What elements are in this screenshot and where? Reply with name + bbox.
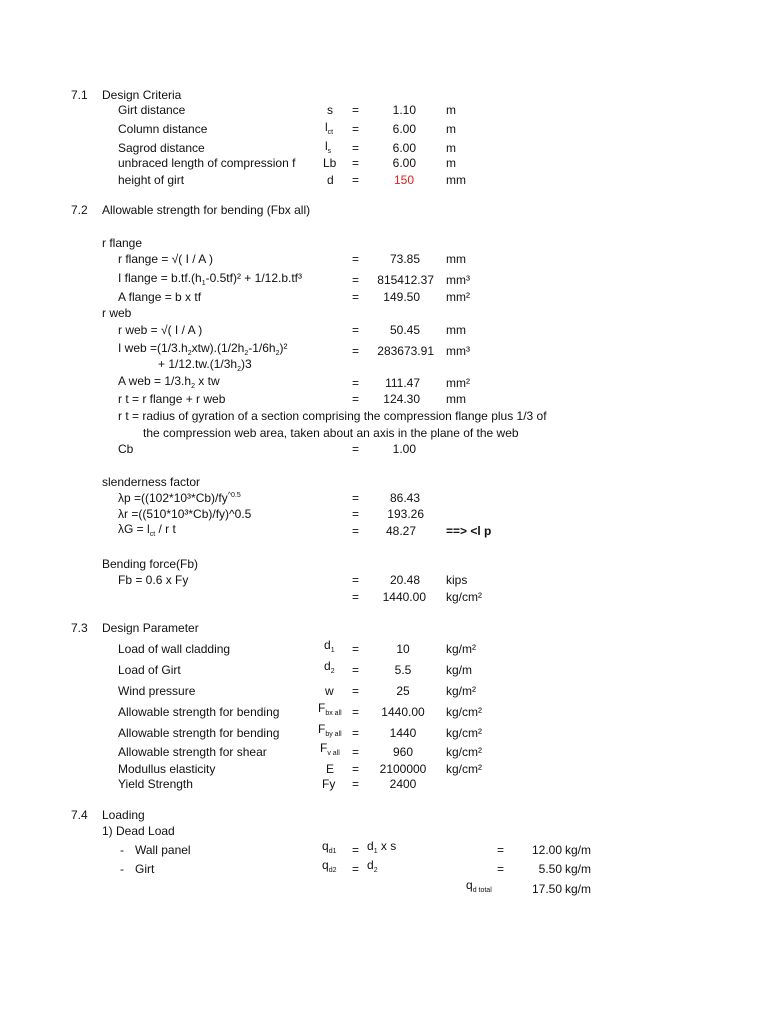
- total-load-symbol: $q_{d total}$: [466, 878, 492, 894]
- criteria-symbol: Lb: [323, 156, 337, 170]
- load-expression: $d_1$ x s: [367, 839, 397, 855]
- unit-r-flange: mm: [446, 252, 466, 266]
- subheading-dead-load: 1) Dead Load: [102, 824, 175, 838]
- value-a-web: 111.47: [385, 376, 420, 390]
- equals-sign: =: [352, 590, 360, 604]
- formula-a-flange: A flange = b x tf: [118, 290, 202, 304]
- criteria-value: 6.00: [392, 156, 416, 170]
- total-load-unit: kg/m: [565, 882, 592, 896]
- formula-r-web: r web = √( I / A ): [118, 323, 203, 337]
- girt-height-value: 150: [393, 173, 414, 187]
- equals-sign: =: [352, 273, 360, 287]
- unit-r-t: mm: [446, 392, 466, 406]
- load-symbol: $q_{d2}$: [322, 858, 337, 874]
- equals-sign: =: [352, 745, 360, 759]
- equals-sign: =: [352, 392, 360, 406]
- param-symbol: $F_{by all}$: [318, 722, 342, 738]
- unit-i-web: mm³: [446, 344, 470, 358]
- param-label: Wind pressure: [118, 684, 196, 698]
- equals-sign: =: [352, 491, 360, 505]
- total-load-value: 17.50: [531, 882, 562, 896]
- value-cb: 1.00: [392, 442, 416, 456]
- value-i-flange: 815412.37: [377, 273, 434, 287]
- formula-lambda-g: $\lambda G = l_{ct} / r$ t: [118, 522, 176, 538]
- subheading-r-flange: r flange: [102, 236, 143, 250]
- section-title: Loading: [102, 808, 145, 822]
- equals-sign: =: [352, 705, 360, 719]
- equals-sign: =: [352, 290, 360, 304]
- equals-sign: =: [352, 762, 360, 776]
- criteria-unit: m: [446, 103, 456, 117]
- param-value: 2400: [389, 777, 417, 791]
- list-dash: -: [120, 862, 124, 876]
- section-title: Allowable strength for bending (Fbx all): [102, 203, 311, 217]
- param-value: 1440: [389, 726, 417, 740]
- criteria-symbol: s: [327, 103, 333, 117]
- value-i-web: 283673.91: [377, 344, 434, 358]
- param-unit: kg/m²: [446, 642, 476, 656]
- criteria-label: Column distance: [118, 122, 208, 136]
- unit-fb-kgcm2: kg/cm²: [446, 590, 482, 604]
- load-expression: $d_2$: [367, 858, 378, 874]
- criteria-label: Girt distance: [118, 103, 186, 117]
- equals-sign: =: [352, 323, 360, 337]
- value-fb-kgcm2: 1440.00: [382, 590, 426, 604]
- criteria-value: 6.00: [392, 122, 416, 136]
- formula-lambda-r: λr =((510*10³*Cb)/fy)^0.5: [118, 507, 252, 521]
- criteria-unit: mm: [446, 173, 466, 187]
- load-symbol: $q_{d1}$: [322, 839, 337, 855]
- load-label: Girt: [135, 862, 155, 876]
- param-label: Load of wall cladding: [118, 642, 231, 656]
- param-label: Allowable strength for bending: [118, 705, 280, 719]
- unit-r-web: mm: [446, 323, 466, 337]
- param-value: 5.5: [394, 663, 412, 677]
- equals-sign: =: [352, 663, 360, 677]
- value-fb-kips: 20.48: [389, 573, 420, 587]
- note-lambda-g: ==> <l p: [446, 524, 492, 538]
- param-value: 25: [396, 684, 410, 698]
- unit-a-web: mm²: [446, 376, 470, 390]
- param-label: Yield Strength: [118, 777, 193, 791]
- param-symbol: $d_1$: [324, 638, 335, 654]
- formula-r-flange: r flange = √( I / A ): [118, 252, 213, 266]
- value-lambda-r: 193.26: [387, 507, 424, 521]
- criteria-label: Sagrod distance: [118, 141, 205, 155]
- equals-sign: =: [352, 376, 360, 390]
- equals-sign: =: [352, 507, 360, 521]
- equals-sign: =: [352, 684, 360, 698]
- formula-fb: Fb = 0.6 x Fy: [118, 573, 189, 587]
- value-lambda-g: 48.27: [385, 524, 416, 538]
- unit-a-flange: mm²: [446, 290, 470, 304]
- equals-sign: =: [352, 524, 360, 538]
- param-symbol: $d_2$: [324, 659, 335, 675]
- param-label: Allowable strength for shear: [118, 745, 267, 759]
- param-unit: kg/cm²: [446, 726, 482, 740]
- param-symbol: E: [326, 762, 335, 776]
- param-unit: kg/m: [446, 663, 473, 677]
- criteria-label: height of girt: [118, 173, 185, 187]
- value-r-t: 124.30: [383, 392, 420, 406]
- load-value: 12.00: [531, 843, 562, 857]
- section-number: 7.1: [71, 88, 88, 102]
- equals-sign: =: [352, 573, 360, 587]
- criteria-unit: m: [446, 122, 456, 136]
- unit-fb-kips: kips: [446, 573, 468, 587]
- note-r-t-line1: r t = radius of gyration of a section comprising the compression flange plus 1/3 of: [118, 409, 547, 423]
- section-number: 7.4: [71, 808, 88, 822]
- formula-a-web: A web = $1/3.h_2$ x tw: [118, 374, 220, 390]
- criteria-value: 6.00: [392, 141, 416, 155]
- formula-i-flange: I flange = $b.tf.(h_1-0.5tf)^2 + 1/12.b.tf^3$: [118, 271, 302, 287]
- section-title: Design Parameter: [102, 621, 199, 635]
- equals-sign: =: [352, 141, 360, 155]
- equals-sign: =: [352, 642, 360, 656]
- param-symbol: $F_{bx all}$: [318, 701, 342, 717]
- equals-sign: =: [352, 726, 360, 740]
- criteria-value: 1.10: [392, 103, 416, 117]
- load-unit: kg/m: [565, 862, 592, 876]
- list-dash: -: [120, 843, 124, 857]
- equals-sign: =: [497, 843, 505, 857]
- criteria-symbol: d: [327, 173, 334, 187]
- equals-sign: =: [352, 173, 360, 187]
- unit-i-flange: mm³: [446, 273, 470, 287]
- param-unit: kg/cm²: [446, 762, 482, 776]
- param-unit: kg/m²: [446, 684, 476, 698]
- value-a-flange: 149.50: [383, 290, 420, 304]
- section-title: Design Criteria: [102, 88, 182, 102]
- param-symbol: Fy: [322, 777, 336, 791]
- param-value: 1440.00: [381, 705, 425, 719]
- param-value: 960: [392, 745, 414, 759]
- value-lambda-p: 86.43: [389, 491, 420, 505]
- value-r-flange: 73.85: [389, 252, 420, 266]
- param-value: 10: [396, 642, 410, 656]
- equals-sign: =: [352, 862, 360, 876]
- criteria-unit: m: [446, 156, 456, 170]
- formula-i-web-line1: I web $=(1/3.h_2xtw).(1/2h_2-1/6h_2)^2$: [118, 341, 288, 357]
- subheading-r-web: r web: [102, 306, 132, 320]
- equals-sign: =: [352, 843, 360, 857]
- subheading-slenderness: slenderness factor: [102, 475, 201, 489]
- section-number: 7.3: [71, 621, 88, 635]
- equals-sign: =: [352, 156, 360, 170]
- equals-sign: =: [352, 344, 360, 358]
- equals-sign: =: [352, 777, 360, 791]
- criteria-symbol: $l_s$: [325, 139, 332, 155]
- equals-sign: =: [352, 122, 360, 136]
- load-label: Wall panel: [135, 843, 191, 857]
- load-unit: kg/m: [565, 843, 592, 857]
- criteria-unit: m: [446, 141, 456, 155]
- param-value: 2100000: [379, 762, 427, 776]
- criteria-label: unbraced length of compression f: [118, 156, 296, 170]
- param-label: Allowable strength for bending: [118, 726, 280, 740]
- formula-r-t: r t = r flange + r web: [118, 392, 226, 406]
- subheading-bending-force: Bending force(Fb): [102, 557, 199, 571]
- param-label: Modullus elasticity: [118, 762, 216, 776]
- formula-lambda-p: $\lambda p =((102*10^3*Cb)/fy^{\^{}0.5}$: [118, 491, 241, 505]
- note-r-t-line2: the compression web area, taken about an axis in the plane of the web: [143, 426, 519, 440]
- param-label: Load of Girt: [118, 663, 181, 677]
- param-symbol: w: [325, 684, 334, 698]
- label-cb: Cb: [118, 442, 134, 456]
- equals-sign: =: [352, 103, 360, 117]
- section-number: 7.2: [71, 203, 88, 217]
- equals-sign: =: [352, 442, 360, 456]
- equals-sign: =: [497, 862, 505, 876]
- formula-i-web-line2: + $1/12.tw.(1/3h_2)3$: [158, 357, 252, 373]
- value-r-web: 50.45: [389, 323, 420, 337]
- param-unit: kg/cm²: [446, 705, 482, 719]
- equals-sign: =: [352, 252, 360, 266]
- param-symbol: $F_{v all}$: [320, 741, 340, 757]
- param-unit: kg/cm²: [446, 745, 482, 759]
- load-value: 5.50: [538, 862, 562, 876]
- criteria-symbol: $l_{ct}$: [325, 120, 334, 136]
